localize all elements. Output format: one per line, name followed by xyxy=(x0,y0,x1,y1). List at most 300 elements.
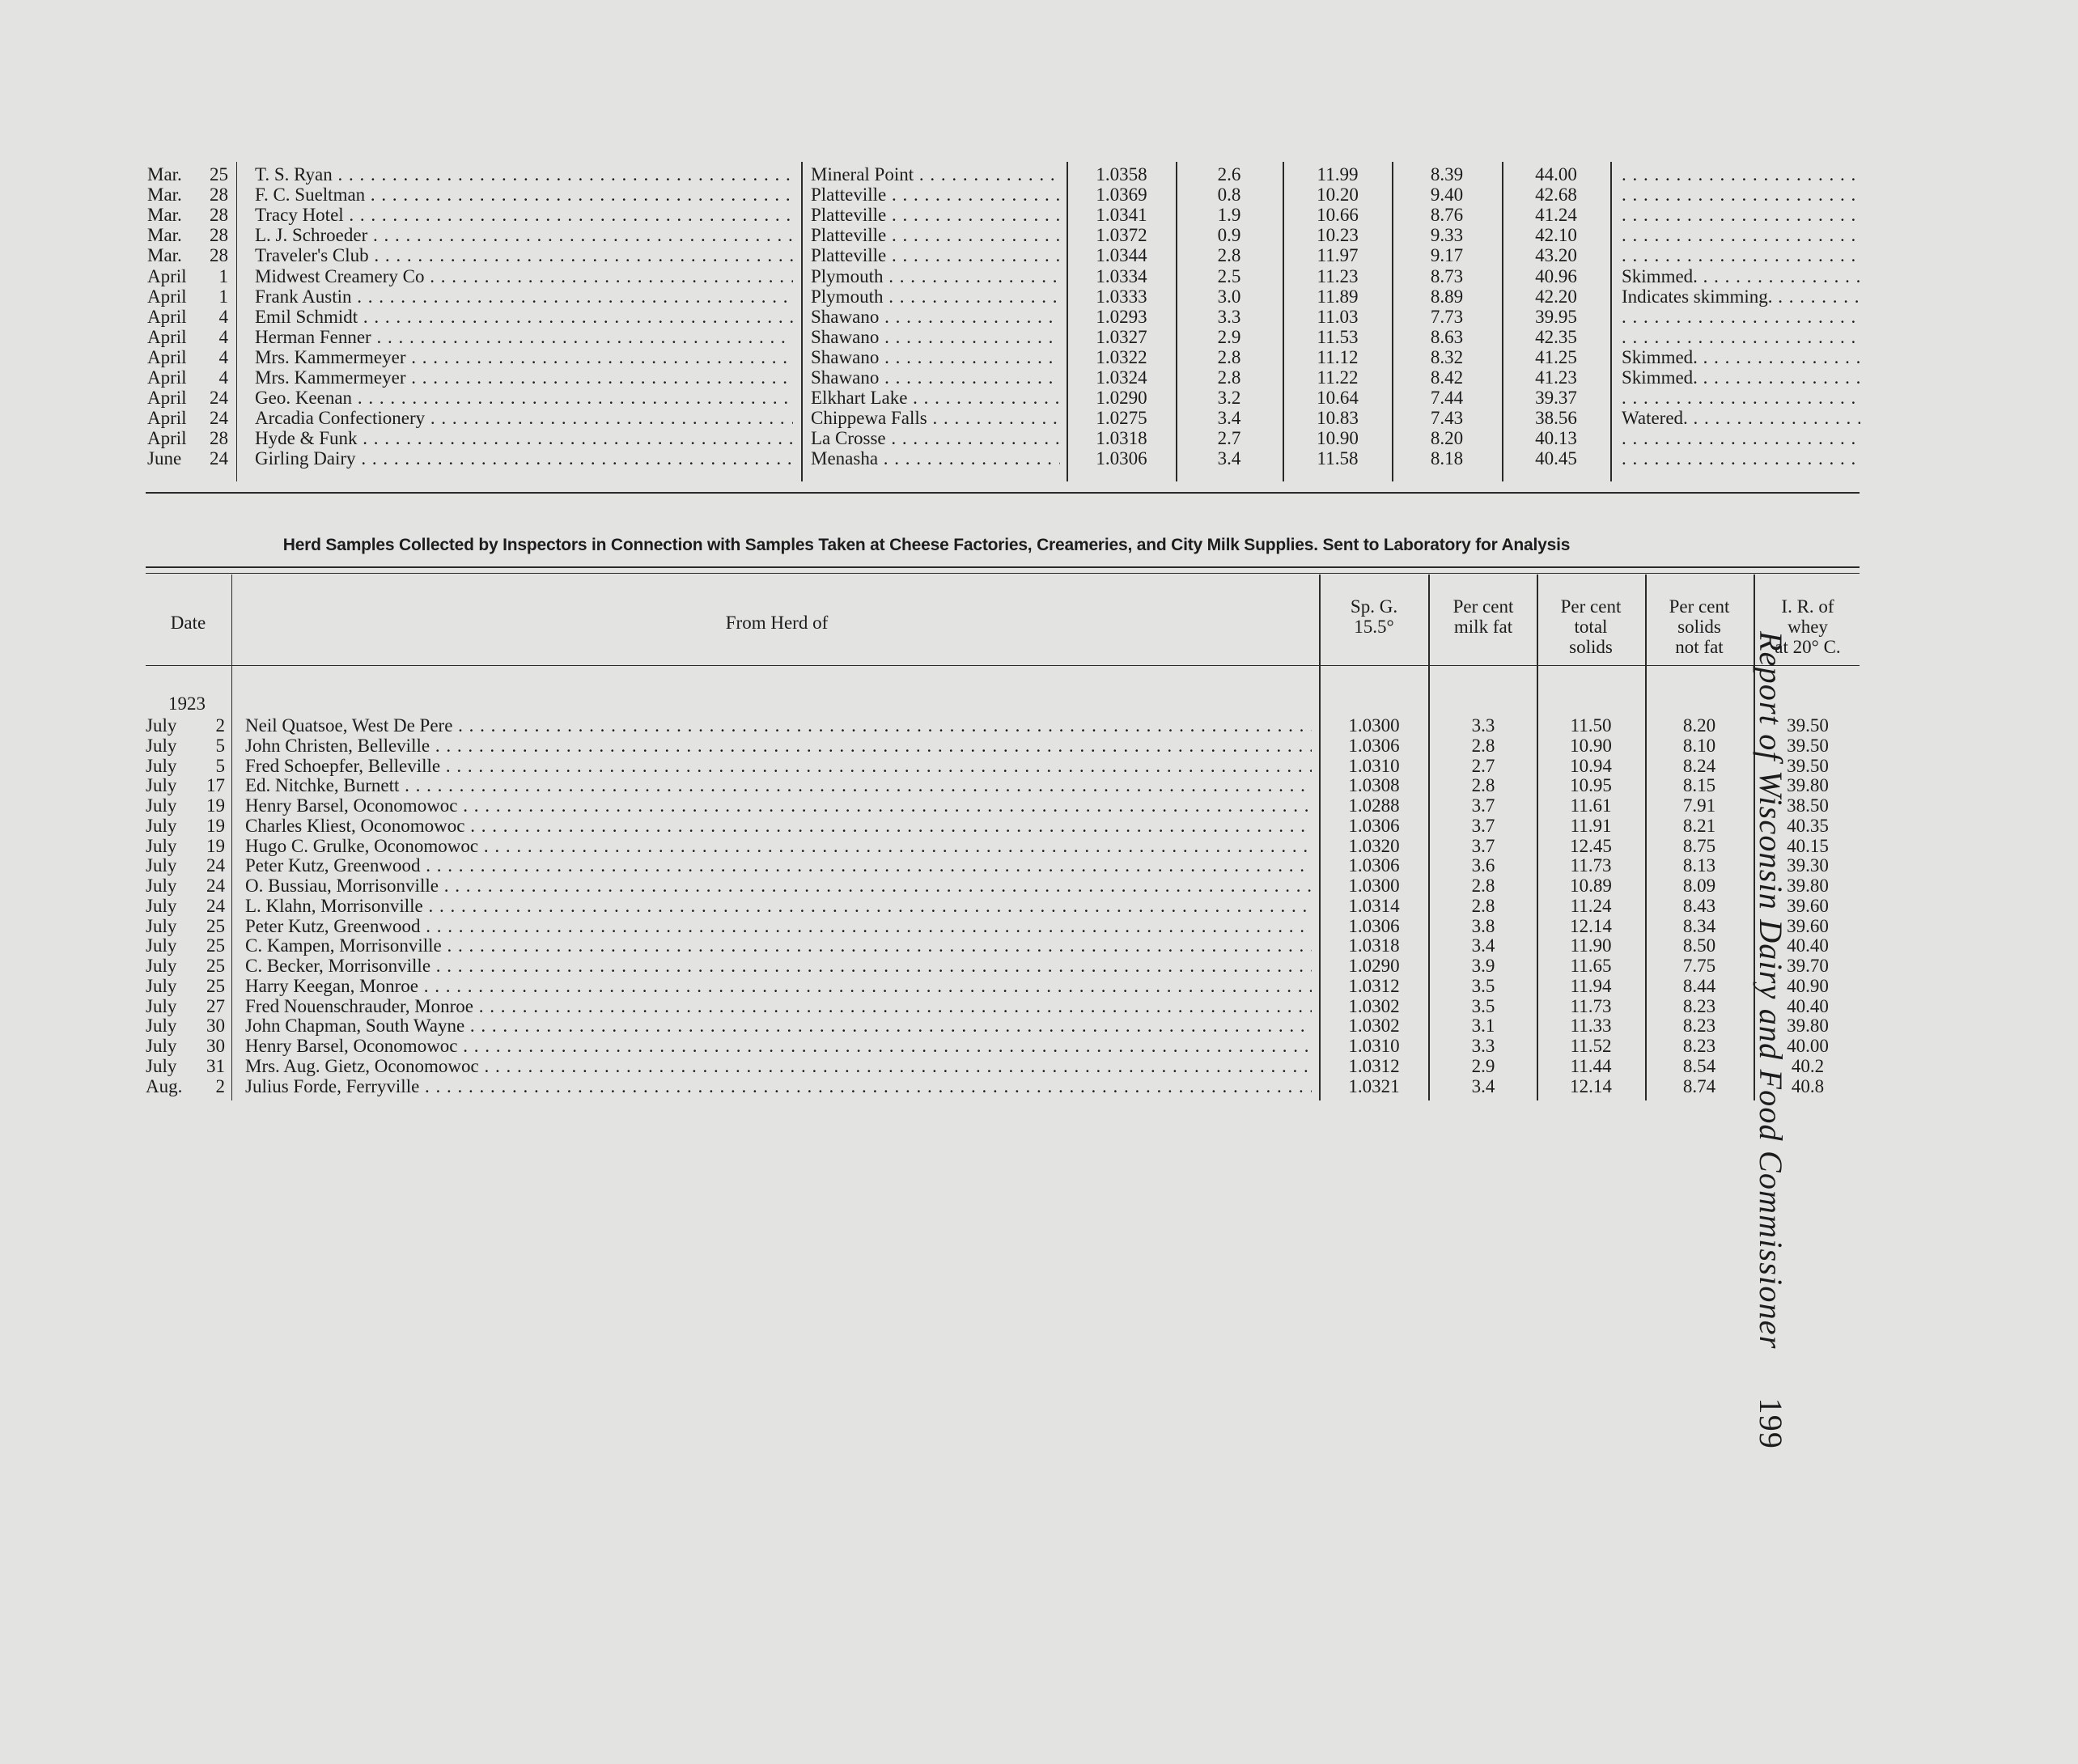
upper-cell-name: L. J. Schroeder . . . xyxy=(255,225,793,245)
upper-cell-month: April xyxy=(147,428,187,449)
upper-cell-total: 11.53 xyxy=(1317,326,1359,347)
upper-cell-snf: 9.17 xyxy=(1430,245,1464,266)
herd-cell-snf: 7.75 xyxy=(1682,956,1716,976)
herd-cell-herd: L. Klahn, Morrisonville . . . xyxy=(245,896,1312,916)
upper-cell-fat: 1.9 xyxy=(1217,205,1241,226)
upper-cell-month: Mar. xyxy=(147,184,182,206)
upper-cell-ir: 40.96 xyxy=(1535,265,1577,286)
herd-cell-herd: Peter Kutz, Greenwood . . . xyxy=(245,855,1312,876)
upper-cell-sp-g: 1.0327 xyxy=(1096,326,1147,347)
herd-cell-ir: 40.40 xyxy=(1787,995,1829,1016)
herd-cell-snf: 8.20 xyxy=(1682,715,1716,736)
upper-cell-fat: 3.2 xyxy=(1217,388,1241,409)
upper-cell-day: 24 xyxy=(210,448,228,469)
upper-cell-name: Girling Dairy . . . xyxy=(255,448,793,469)
upper-cell-snf: 8.39 xyxy=(1430,164,1464,184)
upper-cell-snf: 8.89 xyxy=(1430,286,1464,307)
upper-cell-remark: Skimmed. . . . xyxy=(1622,347,1860,367)
herd-cell-month: July xyxy=(146,956,177,976)
col-head-sp-g: Sp. G. 15.5° xyxy=(1350,596,1398,637)
herd-cell-sp-g: 1.0306 xyxy=(1348,815,1400,836)
herd-cell-snf: 8.24 xyxy=(1682,755,1716,776)
upper-cell-fat: 0.9 xyxy=(1217,225,1241,246)
upper-cell-month: June xyxy=(147,448,182,469)
herd-cell-day: 5 xyxy=(215,755,225,776)
upper-cell-place: Shawano . . . xyxy=(811,347,1060,367)
upper-cell-snf: 9.33 xyxy=(1430,225,1464,246)
herd-cell-day: 24 xyxy=(206,895,225,916)
herd-cell-fat: 2.7 xyxy=(1471,755,1495,776)
herd-cell-total: 11.24 xyxy=(1570,895,1612,916)
herd-cell-month: July xyxy=(146,935,177,956)
upper-cell-month: April xyxy=(147,306,187,327)
upper-cell-ir: 42.35 xyxy=(1535,326,1577,347)
herd-cell-sp-g: 1.0306 xyxy=(1348,915,1400,936)
upper-rule xyxy=(1392,162,1393,481)
upper-cell-place: Elkhart Lake . . . xyxy=(811,388,1060,408)
upper-cell-place: Shawano . . . xyxy=(811,367,1060,388)
herd-cell-fat: 3.6 xyxy=(1471,855,1495,876)
upper-cell-remark xyxy=(1622,184,1860,205)
upper-cell-fat: 2.9 xyxy=(1217,326,1241,347)
col-head-herd: From Herd of xyxy=(725,613,829,633)
herd-cell-total: 11.50 xyxy=(1570,715,1612,736)
herd-cell-fat: 2.8 xyxy=(1471,775,1495,796)
herd-cell-month: July xyxy=(146,815,177,836)
herd-cell-month: July xyxy=(146,975,177,996)
herd-cell-day: 5 xyxy=(215,735,225,756)
upper-cell-fat: 2.8 xyxy=(1217,346,1241,367)
upper-cell-snf: 8.42 xyxy=(1430,367,1464,388)
upper-cell-name: Emil Schmidt . . . xyxy=(255,307,793,327)
herd-cell-fat: 3.4 xyxy=(1471,935,1495,956)
col-head-snf: Per cent solids not fat xyxy=(1669,596,1730,657)
herd-cell-snf: 8.23 xyxy=(1682,1036,1716,1056)
herd-cell-day: 2 xyxy=(215,715,225,736)
upper-cell-remark: Skimmed. . . . xyxy=(1622,367,1860,388)
upper-cell-name: Traveler's Club . . . xyxy=(255,245,793,265)
upper-cell-remark xyxy=(1622,164,1860,184)
upper-cell-total: 11.58 xyxy=(1317,448,1359,469)
herd-cell-day: 25 xyxy=(206,975,225,996)
upper-cell-month: Mar. xyxy=(147,205,182,226)
herd-cell-total: 12.14 xyxy=(1570,1075,1612,1096)
upper-cell-snf: 8.73 xyxy=(1430,265,1464,286)
herd-cell-day: 30 xyxy=(206,1036,225,1056)
upper-cell-place: Menasha . . . xyxy=(811,448,1060,469)
herd-cell-fat: 3.9 xyxy=(1471,956,1495,976)
upper-cell-fat: 2.8 xyxy=(1217,367,1241,388)
herd-cell-snf: 8.10 xyxy=(1682,735,1716,756)
upper-cell-month: April xyxy=(147,346,187,367)
herd-cell-snf: 8.74 xyxy=(1682,1075,1716,1096)
herd-cell-total: 11.73 xyxy=(1570,995,1612,1016)
upper-cell-fat: 2.7 xyxy=(1217,428,1241,449)
upper-cell-total: 11.03 xyxy=(1317,306,1359,327)
herd-cell-day: 25 xyxy=(206,956,225,976)
upper-cell-snf: 7.44 xyxy=(1430,388,1464,409)
upper-cell-ir: 39.95 xyxy=(1535,306,1577,327)
herd-cell-herd: Harry Keegan, Monroe . . . xyxy=(245,976,1312,996)
upper-cell-total: 10.83 xyxy=(1317,408,1359,429)
herd-cell-total: 11.33 xyxy=(1570,1016,1612,1037)
upper-cell-place: La Crosse . . . xyxy=(811,428,1060,448)
upper-cell-total: 10.90 xyxy=(1317,428,1359,449)
herd-cell-fat: 2.8 xyxy=(1471,876,1495,896)
herd-cell-snf: 8.09 xyxy=(1682,876,1716,896)
upper-rule xyxy=(236,162,237,481)
upper-cell-remark: Watered. . . . xyxy=(1622,408,1860,428)
herd-cell-day: 25 xyxy=(206,935,225,956)
upper-cell-month: Mar. xyxy=(147,225,182,246)
upper-cell-ir: 40.45 xyxy=(1535,448,1577,469)
upper-rule xyxy=(801,162,803,481)
herd-cell-total: 11.90 xyxy=(1570,935,1612,956)
herd-cell-snf: 8.44 xyxy=(1682,975,1716,996)
upper-cell-day: 1 xyxy=(218,286,228,307)
running-head-title: Report of Wisconsin Dairy and Food Commissioner xyxy=(1753,631,1789,1350)
herd-cell-fat: 3.1 xyxy=(1471,1016,1495,1037)
herd-cell-sp-g: 1.0312 xyxy=(1348,975,1400,996)
upper-cell-name: Frank Austin . . . xyxy=(255,286,793,307)
herd-cell-total: 11.52 xyxy=(1570,1036,1612,1056)
herd-cell-month: July xyxy=(146,775,177,796)
upper-cell-name: Hyde & Funk . . . xyxy=(255,428,793,448)
herd-cell-snf: 8.50 xyxy=(1682,935,1716,956)
herd-cell-month: July xyxy=(146,1036,177,1056)
upper-cell-sp-g: 1.0275 xyxy=(1096,408,1147,429)
upper-cell-ir: 41.24 xyxy=(1535,205,1577,226)
herd-cell-total: 11.61 xyxy=(1570,795,1612,816)
upper-cell-name: T. S. Ryan . . . xyxy=(255,164,793,184)
herd-cell-sp-g: 1.0306 xyxy=(1348,735,1400,756)
header-top-rule-2 xyxy=(146,573,1860,574)
herd-cell-herd: Peter Kutz, Greenwood . . . xyxy=(245,916,1312,936)
col-head-total: Per cent total solids xyxy=(1560,596,1622,657)
upper-cell-remark xyxy=(1622,388,1860,408)
herd-cell-sp-g: 1.0310 xyxy=(1348,755,1400,776)
header-top-rule xyxy=(146,566,1860,568)
upper-rule xyxy=(1067,162,1068,481)
upper-cell-ir: 42.20 xyxy=(1535,286,1577,307)
herd-cell-total: 11.91 xyxy=(1570,815,1612,836)
upper-cell-remark xyxy=(1622,245,1860,265)
upper-cell-snf: 8.76 xyxy=(1430,205,1464,226)
herd-cell-sp-g: 1.0318 xyxy=(1348,935,1400,956)
upper-cell-total: 10.23 xyxy=(1317,225,1359,246)
herd-cell-sp-g: 1.0290 xyxy=(1348,956,1400,976)
upper-cell-month: Mar. xyxy=(147,164,182,184)
upper-cell-name: Mrs. Kammermeyer . . . xyxy=(255,347,793,367)
upper-cell-day: 4 xyxy=(218,367,228,388)
herd-cell-month: July xyxy=(146,735,177,756)
herd-cell-ir: 40.2 xyxy=(1791,1055,1825,1076)
upper-cell-month: April xyxy=(147,367,187,388)
herd-cell-fat: 2.8 xyxy=(1471,895,1495,916)
upper-cell-place: Platteville . . . xyxy=(811,245,1060,265)
col-head-date: Date xyxy=(170,613,206,633)
upper-cell-place: Platteville . . . xyxy=(811,184,1060,205)
upper-cell-month: April xyxy=(147,265,187,286)
herd-cell-ir: 39.80 xyxy=(1787,775,1829,796)
upper-cell-month: Mar. xyxy=(147,245,182,266)
upper-cell-remark: Indicates skimming. . . . xyxy=(1622,286,1860,307)
herd-cell-day: 17 xyxy=(206,775,225,796)
upper-rule xyxy=(1502,162,1503,481)
upper-cell-sp-g: 1.0341 xyxy=(1096,205,1147,226)
upper-cell-day: 28 xyxy=(210,205,228,226)
upper-cell-fat: 3.0 xyxy=(1217,286,1241,307)
herd-cell-fat: 3.3 xyxy=(1471,715,1495,736)
upper-cell-sp-g: 1.0369 xyxy=(1096,184,1147,206)
herd-cell-sp-g: 1.0300 xyxy=(1348,715,1400,736)
herd-cell-sp-g: 1.0306 xyxy=(1348,855,1400,876)
herd-cell-total: 10.95 xyxy=(1570,775,1612,796)
upper-cell-day: 25 xyxy=(210,164,228,184)
upper-cell-snf: 8.20 xyxy=(1430,428,1464,449)
herd-cell-month: July xyxy=(146,876,177,896)
upper-cell-day: 28 xyxy=(210,184,228,206)
herd-cell-total: 10.89 xyxy=(1570,876,1612,896)
upper-cell-snf: 8.18 xyxy=(1430,448,1464,469)
herd-cell-total: 12.45 xyxy=(1570,835,1612,856)
herd-cell-month: July xyxy=(146,855,177,876)
col-head-fat: Per cent milk fat xyxy=(1452,596,1514,637)
upper-cell-ir: 38.56 xyxy=(1535,408,1577,429)
upper-cell-remark xyxy=(1622,307,1860,327)
upper-cell-remark xyxy=(1622,327,1860,347)
herd-cell-day: 30 xyxy=(206,1016,225,1037)
upper-cell-ir: 41.25 xyxy=(1535,346,1577,367)
col-head-ir: I. R. of whey at 20° C. xyxy=(1775,596,1841,657)
herd-cell-sp-g: 1.0300 xyxy=(1348,876,1400,896)
herd-cell-day: 25 xyxy=(206,915,225,936)
herd-cell-month: July xyxy=(146,835,177,856)
herd-cell-herd: Henry Barsel, Oconomowoc . . . xyxy=(245,1036,1312,1056)
upper-cell-fat: 3.4 xyxy=(1217,408,1241,429)
herd-cell-day: 19 xyxy=(206,835,225,856)
herd-cell-fat: 3.8 xyxy=(1471,915,1495,936)
herd-cell-total: 11.73 xyxy=(1570,855,1612,876)
herd-cell-ir: 39.50 xyxy=(1787,715,1829,736)
herd-cell-snf: 8.43 xyxy=(1682,895,1716,916)
herd-cell-day: 27 xyxy=(206,995,225,1016)
upper-cell-name: Tracy Hotel . . . xyxy=(255,205,793,225)
herd-cell-day: 24 xyxy=(206,855,225,876)
herd-cell-ir: 39.60 xyxy=(1787,915,1829,936)
herd-cell-snf: 8.13 xyxy=(1682,855,1716,876)
upper-cell-total: 11.22 xyxy=(1317,367,1359,388)
herd-cell-sp-g: 1.0308 xyxy=(1348,775,1400,796)
upper-cell-name: Mrs. Kammermeyer . . . xyxy=(255,367,793,388)
herd-cell-ir: 39.70 xyxy=(1787,956,1829,976)
upper-cell-snf: 7.73 xyxy=(1430,306,1464,327)
herd-cell-ir: 40.40 xyxy=(1787,935,1829,956)
upper-cell-ir: 44.00 xyxy=(1535,164,1577,184)
herd-cell-fat: 3.5 xyxy=(1471,975,1495,996)
upper-cell-day: 1 xyxy=(218,265,228,286)
upper-cell-total: 11.89 xyxy=(1317,286,1359,307)
upper-cell-remark: Skimmed. . . . xyxy=(1622,266,1860,286)
herd-cell-month: July xyxy=(146,755,177,776)
upper-cell-place: Plymouth . . . xyxy=(811,266,1060,286)
herd-cell-month: July xyxy=(146,915,177,936)
herd-cell-herd: O. Bussiau, Morrisonville . . . xyxy=(245,876,1312,896)
herd-cell-fat: 3.3 xyxy=(1471,1036,1495,1056)
upper-cell-sp-g: 1.0306 xyxy=(1096,448,1147,469)
upper-bottom-rule xyxy=(146,492,1860,494)
upper-cell-month: April xyxy=(147,388,187,409)
page-number: 199 xyxy=(1753,1397,1789,1450)
upper-cell-day: 4 xyxy=(218,346,228,367)
herd-cell-sp-g: 1.0314 xyxy=(1348,895,1400,916)
herd-cell-month: Aug. xyxy=(146,1075,183,1096)
lower-rule xyxy=(231,575,232,1100)
upper-cell-remark xyxy=(1622,225,1860,245)
running-head xyxy=(1752,631,1790,1764)
herd-cell-fat: 3.7 xyxy=(1471,835,1495,856)
upper-cell-snf: 8.32 xyxy=(1430,346,1464,367)
herd-cell-herd: Mrs. Aug. Gietz, Oconomowoc . . . xyxy=(245,1056,1312,1076)
upper-cell-place: Platteville . . . xyxy=(811,225,1060,245)
herd-cell-fat: 2.9 xyxy=(1471,1055,1495,1076)
herd-cell-ir: 39.50 xyxy=(1787,735,1829,756)
upper-cell-snf: 7.43 xyxy=(1430,408,1464,429)
herd-cell-herd: Neil Quatsoe, West De Pere . . . xyxy=(245,715,1312,736)
herd-cell-snf: 7.91 xyxy=(1682,795,1716,816)
herd-cell-snf: 8.75 xyxy=(1682,835,1716,856)
upper-cell-fat: 3.3 xyxy=(1217,306,1241,327)
herd-cell-ir: 39.80 xyxy=(1787,1016,1829,1037)
herd-cell-ir: 40.00 xyxy=(1787,1036,1829,1056)
upper-cell-total: 10.20 xyxy=(1317,184,1359,206)
upper-cell-name: Arcadia Confectionery . . . xyxy=(255,408,793,428)
upper-rule xyxy=(1283,162,1284,481)
upper-cell-ir: 43.20 xyxy=(1535,245,1577,266)
upper-cell-total: 11.12 xyxy=(1317,346,1359,367)
upper-cell-day: 28 xyxy=(210,428,228,449)
upper-cell-remark xyxy=(1622,205,1860,225)
herd-cell-ir: 40.8 xyxy=(1791,1075,1825,1096)
herd-cell-herd: Henry Barsel, Oconomowoc . . . xyxy=(245,795,1312,816)
upper-cell-total: 10.64 xyxy=(1317,388,1359,409)
herd-cell-total: 12.14 xyxy=(1570,915,1612,936)
upper-cell-sp-g: 1.0344 xyxy=(1096,245,1147,266)
herd-cell-fat: 3.7 xyxy=(1471,815,1495,836)
upper-cell-sp-g: 1.0324 xyxy=(1096,367,1147,388)
upper-cell-month: April xyxy=(147,286,187,307)
herd-cell-day: 19 xyxy=(206,795,225,816)
upper-cell-ir: 42.10 xyxy=(1535,225,1577,246)
upper-cell-name: F. C. Sueltman . . . xyxy=(255,184,793,205)
upper-cell-place: Shawano . . . xyxy=(811,307,1060,327)
upper-cell-total: 11.99 xyxy=(1317,164,1359,184)
herd-cell-ir: 40.35 xyxy=(1787,815,1829,836)
upper-cell-sp-g: 1.0322 xyxy=(1096,346,1147,367)
herd-cell-herd: John Chapman, South Wayne . . . xyxy=(245,1016,1312,1036)
upper-cell-remark xyxy=(1622,448,1860,469)
upper-cell-fat: 2.6 xyxy=(1217,164,1241,184)
upper-cell-sp-g: 1.0372 xyxy=(1096,225,1147,246)
herd-cell-ir: 39.50 xyxy=(1787,755,1829,776)
upper-cell-sp-g: 1.0318 xyxy=(1096,428,1147,449)
year-label: 1923 xyxy=(168,693,206,714)
upper-cell-total: 10.66 xyxy=(1317,205,1359,226)
herd-cell-fat: 3.4 xyxy=(1471,1075,1495,1096)
herd-cell-snf: 8.54 xyxy=(1682,1055,1716,1076)
upper-cell-ir: 41.23 xyxy=(1535,367,1577,388)
herd-cell-herd: Fred Nouenschrauder, Monroe . . . xyxy=(245,996,1312,1016)
upper-cell-total: 11.23 xyxy=(1317,265,1359,286)
upper-cell-month: April xyxy=(147,408,187,429)
herd-cell-sp-g: 1.0312 xyxy=(1348,1055,1400,1076)
herd-cell-month: July xyxy=(146,795,177,816)
herd-cell-ir: 40.15 xyxy=(1787,835,1829,856)
herd-cell-snf: 8.23 xyxy=(1682,995,1716,1016)
upper-cell-fat: 2.5 xyxy=(1217,265,1241,286)
herd-cell-month: July xyxy=(146,715,177,736)
upper-rule xyxy=(1610,162,1612,481)
upper-cell-place: Mineral Point . . . xyxy=(811,164,1060,184)
herd-cell-ir: 38.50 xyxy=(1787,795,1829,816)
upper-cell-day: 4 xyxy=(218,326,228,347)
herd-cell-herd: C. Becker, Morrisonville . . . xyxy=(245,956,1312,976)
herd-cell-total: 11.94 xyxy=(1570,975,1612,996)
upper-cell-place: Chippewa Falls . . . xyxy=(811,408,1060,428)
upper-cell-name: Midwest Creamery Co . . . xyxy=(255,266,793,286)
upper-cell-day: 4 xyxy=(218,306,228,327)
herd-cell-fat: 2.8 xyxy=(1471,735,1495,756)
upper-cell-day: 24 xyxy=(210,408,228,429)
herd-cell-sp-g: 1.0321 xyxy=(1348,1075,1400,1096)
herd-cell-ir: 39.60 xyxy=(1787,895,1829,916)
upper-cell-sp-g: 1.0334 xyxy=(1096,265,1147,286)
herd-cell-sp-g: 1.0302 xyxy=(1348,995,1400,1016)
upper-cell-name: Geo. Keenan . . . xyxy=(255,388,793,408)
upper-cell-name: Herman Fenner . . . xyxy=(255,327,793,347)
upper-cell-ir: 40.13 xyxy=(1535,428,1577,449)
upper-rule xyxy=(1176,162,1177,481)
herd-cell-day: 2 xyxy=(215,1075,225,1096)
herd-cell-sp-g: 1.0310 xyxy=(1348,1036,1400,1056)
upper-cell-ir: 39.37 xyxy=(1535,388,1577,409)
herd-cell-herd: Fred Schoepfer, Belleville . . . xyxy=(245,756,1312,776)
upper-cell-snf: 8.63 xyxy=(1430,326,1464,347)
herd-section-title: Herd Samples Collected by Inspectors in Connection with Samples Taken at Cheese Factories, Creameries, and City Milk Supplies. Sent to Laboratory for Analysis xyxy=(282,536,1571,554)
herd-cell-ir: 39.30 xyxy=(1787,855,1829,876)
upper-cell-day: 28 xyxy=(210,245,228,266)
herd-cell-herd: Hugo C. Grulke, Oconomowoc . . . xyxy=(245,836,1312,856)
upper-cell-total: 11.97 xyxy=(1317,245,1359,266)
upper-cell-sp-g: 1.0333 xyxy=(1096,286,1147,307)
herd-cell-herd: Charles Kliest, Oconomowoc . . . xyxy=(245,816,1312,836)
herd-cell-month: July xyxy=(146,1016,177,1037)
herd-cell-fat: 3.7 xyxy=(1471,795,1495,816)
herd-cell-day: 19 xyxy=(206,815,225,836)
herd-cell-day: 31 xyxy=(206,1055,225,1076)
herd-cell-total: 11.44 xyxy=(1570,1055,1612,1076)
herd-cell-sp-g: 1.0302 xyxy=(1348,1016,1400,1037)
herd-cell-total: 10.90 xyxy=(1570,735,1612,756)
upper-cell-sp-g: 1.0358 xyxy=(1096,164,1147,184)
herd-cell-ir: 39.80 xyxy=(1787,876,1829,896)
herd-cell-day: 24 xyxy=(206,876,225,896)
herd-cell-snf: 8.21 xyxy=(1682,815,1716,836)
herd-cell-snf: 8.34 xyxy=(1682,915,1716,936)
herd-cell-herd: John Christen, Belleville . . . xyxy=(245,736,1312,756)
header-bottom-rule xyxy=(146,665,1860,666)
herd-cell-total: 10.94 xyxy=(1570,755,1612,776)
